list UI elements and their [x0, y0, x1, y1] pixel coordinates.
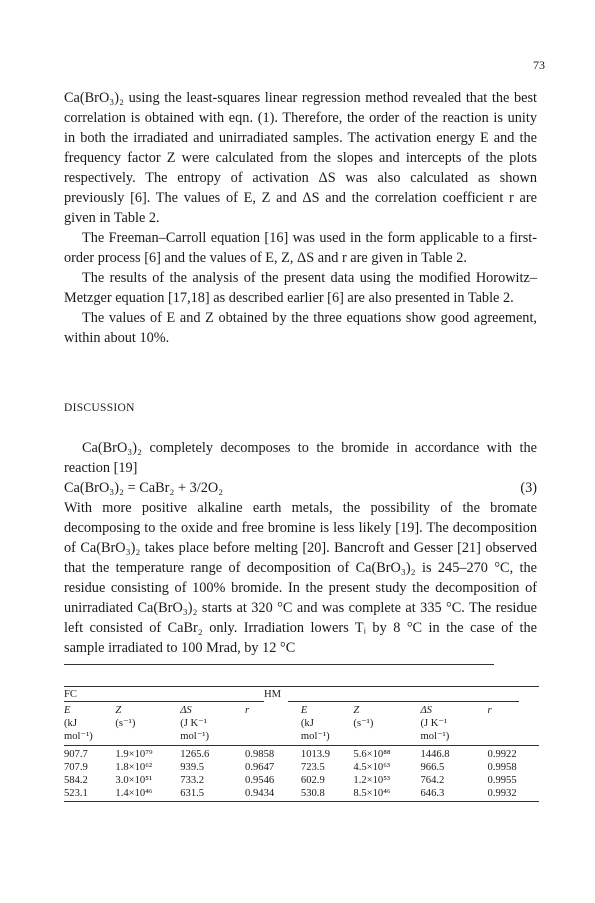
table-row — [64, 748, 539, 761]
table-cell: 602.9 — [300, 775, 325, 786]
table-cell: 0.9546 — [245, 775, 275, 786]
column-header: E (kJ mol⁻¹) — [300, 705, 330, 742]
page-number: 73 — [533, 58, 545, 72]
column-header: Z (s⁻¹) — [353, 705, 374, 729]
table-row — [64, 774, 539, 787]
table-cell: 0.9958 — [487, 762, 517, 773]
table-cell: 733.2 — [180, 775, 205, 786]
discussion-text — [64, 438, 537, 658]
group-label-hm: HM — [264, 688, 282, 700]
table-row — [64, 787, 539, 800]
table-cell: 723.5 — [300, 762, 325, 773]
body-text — [64, 88, 537, 348]
equation-number: (3) — [520, 480, 537, 496]
equation: Ca(BrO₃)₂ = CaBr₂ + 3/2O₂ — [64, 480, 224, 496]
table-cell: 1265.6 — [180, 749, 210, 760]
column-header: ΔS (J K⁻¹ mol⁻¹) — [420, 705, 450, 742]
table-cell: 5.6×10⁸⁸ — [353, 749, 391, 760]
table-cell: 0.9434 — [245, 788, 275, 799]
column-header: Z (s⁻¹) — [115, 705, 136, 729]
data-table — [64, 686, 539, 802]
paragraph: Ca(BrO₃)₂ completely decomposes to the bromide in accordance with the reaction [19] — [64, 440, 537, 476]
table-cell: 8.5×10⁴⁶ — [353, 788, 391, 799]
table-cell: 584.2 — [64, 775, 88, 786]
table-cell: 1.9×10⁷⁹ — [115, 749, 153, 760]
table-cell: 0.9922 — [487, 749, 517, 760]
table-row — [64, 761, 539, 774]
paragraph: The results of the analysis of the present data using the modified Horowitz–Metzger equation [17,18] as described earlier [6] are also presented in Table 2. — [64, 270, 537, 306]
table-cell: 0.9932 — [487, 788, 517, 799]
column-header: r — [487, 705, 492, 716]
table-bottom-rule — [64, 801, 539, 802]
table-cell: 764.2 — [420, 775, 445, 786]
table-cell: 3.0×10⁵¹ — [115, 775, 153, 786]
table-cell: 646.3 — [420, 788, 445, 799]
table-cell: 0.9955 — [487, 775, 517, 786]
table-cell: 1.2×10⁵³ — [353, 775, 391, 786]
equation-line — [64, 478, 537, 498]
table-cell: 1.8×10⁶² — [115, 762, 153, 773]
section-heading: DISCUSSION — [64, 402, 135, 414]
table-cell: 939.5 — [180, 762, 205, 773]
table-body — [64, 748, 539, 800]
column-header-row — [64, 702, 539, 746]
table-cell: 631.5 — [180, 788, 205, 799]
group-label-fc: FC — [64, 688, 77, 700]
table-cell: 4.5×10⁶³ — [353, 762, 391, 773]
table-caption-rule — [64, 664, 494, 665]
column-header: r — [245, 705, 250, 716]
table-cell: 1013.9 — [300, 749, 331, 760]
paragraph: With more positive alkaline earth metals, the possibility of the bromate decomposing to the oxide and free bromine is less likely [19]. The decomposition of Ca(BrO₃)₂ takes place before melting [20]. Bancroft and Gesser [21] observed that the temperature range of decomposition of Ca(BrO₃)₂ is 245–270 °C, the residue consisting of 100% bromide. In the present study the decomposition of unirradiated Ca(BrO₃)₂ starts at 320 °C and was complete at 335 °C. The residue left consisted of CaBr₂ only. Irradiation lowers Tᵢ by 8 °C in the case of the sample irradiated to 100 Mrad, by 12 °C — [64, 500, 537, 656]
table-cell: 707.9 — [64, 762, 88, 773]
table-cell: 530.8 — [300, 788, 325, 799]
column-header: E (kJ mol⁻¹) — [64, 705, 93, 742]
paragraph: The Freeman–Carroll equation [16] was used in the form applicable to a first-order process [6] and the values of E, Z, ΔS and r are given in Table 2. — [64, 230, 537, 266]
table-cell: 0.9647 — [245, 762, 275, 773]
group-underline — [64, 701, 539, 702]
paragraph: The values of E and Z obtained by the three equations show good agreement, within about 10%. — [64, 310, 537, 346]
table-cell: 0.9858 — [245, 749, 275, 760]
table-cell: 1.4×10⁴⁶ — [115, 788, 153, 799]
column-header: ΔS (J K⁻¹ mol⁻¹) — [180, 705, 209, 742]
table-group-header — [64, 687, 539, 701]
paragraph: Ca(BrO₃)₂ using the least-squares linear regression method revealed that the best correlation is obtained with eqn. (1). Therefore, the order of the reaction is unity in both the irradiated and unirradiated samples. The activation energy E and the frequency factor Z were calculated from the slopes and intercepts of the plots respectively. The entropy of activation ΔS was also calculated as shown previously [6]. The values of E, Z and ΔS and the correlation coefficient r are given in Table 2. — [64, 90, 537, 226]
table-cell: 523.1 — [64, 788, 88, 799]
table-cell: 907.7 — [64, 749, 88, 760]
table-cell: 1446.8 — [420, 749, 450, 760]
table-cell: 966.5 — [420, 762, 445, 773]
